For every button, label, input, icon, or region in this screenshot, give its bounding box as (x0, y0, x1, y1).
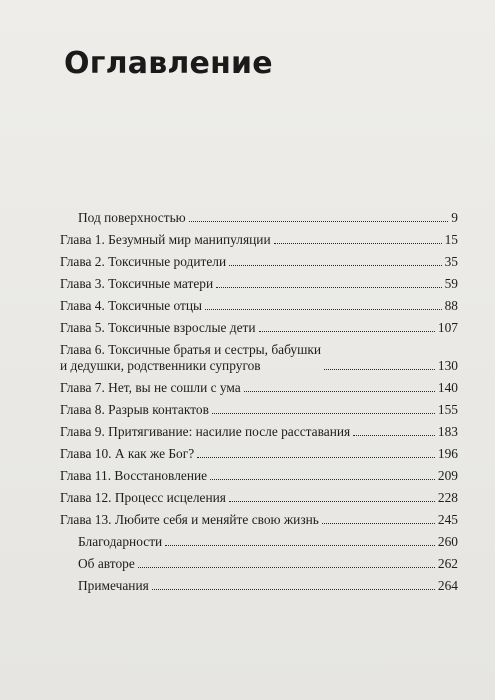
toc-entry (60, 396, 458, 418)
toc-entry-title (60, 298, 202, 314)
toc-page-number: 183 (437, 424, 458, 439)
toc-entry (60, 270, 458, 292)
toc-entry-title (60, 534, 162, 550)
toc-entry (60, 506, 458, 528)
toc-entry-title-line: Глава 8. Разрыв контактов (60, 402, 209, 417)
toc-entry-title-line: Глава 13. Любите себя и меняйте свою жизнь (60, 512, 319, 527)
toc-entry-title-line: Глава 9. Притягивание: насилие после расставания (60, 424, 351, 439)
toc-entry-title-line: Об авторе (78, 556, 135, 571)
dot-leader (244, 391, 435, 392)
toc-page-number: 262 (437, 556, 458, 571)
toc-entry-title (60, 402, 209, 418)
toc-entry (60, 572, 458, 594)
toc-entry-title-line: Благодарности (78, 534, 163, 549)
dot-leader (322, 523, 435, 524)
toc-entry-title-line: Глава 2. Токсичные родители (60, 254, 227, 269)
toc-entry (60, 204, 458, 226)
toc-entry (60, 248, 458, 270)
toc-entry (60, 374, 458, 396)
dot-leader (229, 501, 435, 502)
toc-page-number: 209 (437, 468, 458, 483)
toc-entry-title-line: Глава 10. А как же Бог? (60, 446, 195, 461)
toc-entry-title (60, 210, 186, 226)
dot-leader (212, 413, 435, 414)
toc-page-number: 130 (437, 358, 458, 373)
dot-leader (165, 545, 435, 546)
toc-entry (60, 314, 458, 336)
toc-entry-title-line: Глава 6. Токсичные братья и сестры, бабушки (60, 342, 322, 357)
toc-entry-title-line: Глава 5. Токсичные взрослые дети (60, 320, 256, 335)
dot-leader (274, 243, 442, 244)
toc-page-number: 260 (437, 534, 458, 549)
dot-leader (353, 435, 435, 436)
toc-entry-title-line: Примечания (78, 578, 149, 593)
toc-entry-title-line: и дедушки, родственники супругов (60, 358, 261, 373)
toc-page-number: 228 (437, 490, 458, 505)
toc-entry (60, 462, 458, 484)
toc-entry-title (60, 578, 149, 594)
toc-entry (60, 336, 458, 374)
dot-leader (324, 369, 435, 370)
toc-entry (60, 226, 458, 248)
toc-entry (60, 550, 458, 572)
toc-entry-title-line: Глава 3. Токсичные матери (60, 276, 214, 291)
dot-leader (152, 589, 435, 590)
dot-leader (210, 479, 435, 480)
toc-entry-title-line: Глава 12. Процесс исцеления (60, 490, 226, 505)
toc-entry-title (60, 232, 271, 248)
toc-entry (60, 528, 458, 550)
toc-entry-title-line: Под поверхностью (78, 210, 186, 225)
toc-page-number: 196 (437, 446, 458, 461)
toc-entry-title (60, 446, 194, 462)
dot-leader (205, 309, 442, 310)
toc-entry-title (60, 380, 241, 396)
toc-page-number: 140 (437, 380, 458, 395)
toc-entry-title (60, 490, 226, 506)
dot-leader (259, 331, 435, 332)
toc-entry (60, 484, 458, 506)
toc-entry-title (60, 342, 321, 374)
toc-entry-title-line: Глава 7. Нет, вы не сошли с ума (60, 380, 241, 395)
page-title: Оглавление (64, 46, 273, 81)
toc-entry-title-line: Глава 11. Восстановление (60, 468, 208, 483)
toc-entry-title-line: Глава 4. Токсичные отцы (60, 298, 203, 313)
toc-entry (60, 292, 458, 314)
toc-entry (60, 418, 458, 440)
toc-entry-title (60, 556, 135, 572)
toc-entry (60, 440, 458, 462)
toc-page-number: 35 (444, 254, 458, 269)
toc-entry-title (60, 254, 226, 270)
dot-leader (197, 457, 435, 458)
toc-page-number: 264 (437, 578, 458, 593)
dot-leader (189, 221, 449, 222)
toc-page-number: 155 (437, 402, 458, 417)
toc-entry-title (60, 320, 256, 336)
toc-entry-title (60, 424, 350, 440)
toc-page-number: 88 (444, 298, 458, 313)
toc-entry-title (60, 512, 319, 528)
toc-page-number: 59 (444, 276, 458, 291)
toc-entry-title-line: Глава 1. Безумный мир манипуляции (60, 232, 271, 247)
dot-leader (229, 265, 441, 266)
toc-page-number: 107 (437, 320, 458, 335)
toc-page-number: 245 (437, 512, 458, 527)
toc-page-number: 9 (451, 210, 458, 225)
toc-entry-title (60, 276, 213, 292)
dot-leader (216, 287, 441, 288)
toc-page-number: 15 (444, 232, 458, 247)
table-of-contents (60, 204, 458, 594)
dot-leader (138, 567, 435, 568)
toc-entry-title (60, 468, 207, 484)
